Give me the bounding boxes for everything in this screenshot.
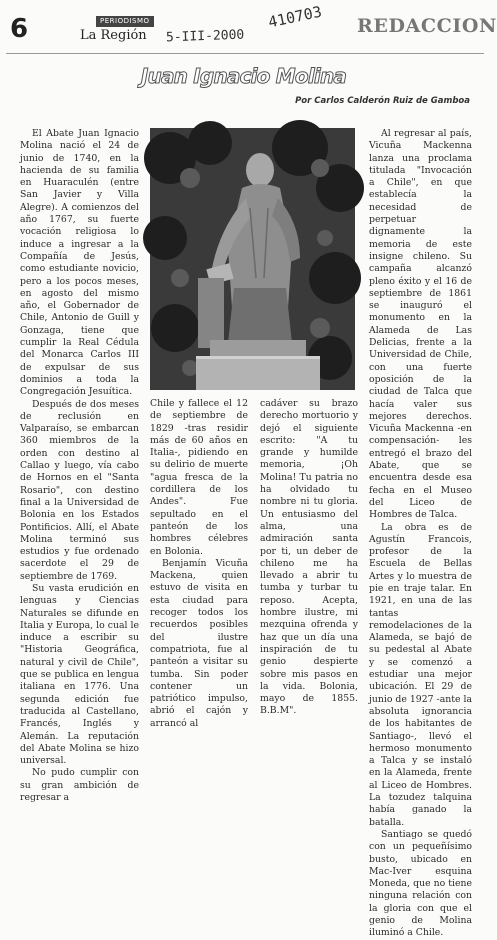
statue-photo xyxy=(150,128,355,390)
paragraph: El Abate Juan Ignacio Molina nació el 24 de junio de 1740, en la hacienda de su familia en Huaraculén (entre San Javier y Villa Alegre). A comienzos del año 1767, su fuerte vocación religiosa lo induce a ingresar a la Compañía de Jesús, como estudiante novicio, pero a los pocos meses, en agosto del mismo año, el Gobernador de Chile, Antonio de Guill y Gonzaga, tiene que cumplir la Real Cédula del Monarca Carlos III de expulsar de sus dominios a toda la Congregación Jesuítica. xyxy=(20,128,139,398)
paragraph: Al regresar al país, Vicuña Mackenna lanza una proclama titulada "Invocación a Chile", en que establecía la necesidad de perpetuar dignamente la memoria de este insigne chileno. Su campaña alcanzó pleno éxito y el 16 de septiembre de 1861 se inauguró el monumento en la Alameda de Las Delicias, frente a la Universidad de Chile, con una fuerte oposición de la ciudad de Talca que hacía valer sus mejores derechos. Vicuña Mackenna -en compensación- les entregó el brazo del Abate, que se encuentra desde esa fecha en el Museo del Liceo de Hombres de Talca. xyxy=(369,128,472,521)
column-2a xyxy=(150,398,248,729)
paragraph: Benjamín Vicuña Mackena, quien estuvo de visita en esta ciudad para recoger todos los recuerdos posibles del ilustre compatriota, fue al panteón a visitar su tumba. Sin poder contener un patriótico impulso, abrió el cajón y arrancó al xyxy=(150,557,248,729)
section-title: REDACCION xyxy=(357,15,497,37)
column-2 xyxy=(150,398,358,729)
paragraph: cadáver su brazo derecho mortuorio y dejó el siguiente escrito: "A tu grande y humilde memoria, ¡Oh Molina! Tu patria no ha olvidado tu nombre ni tu gloria. Un entusiasmo del alma, una admiración santa por ti, un deber de chileno me ha llevado a abrir tu tumba y turbar tu reposo. Acepta, hombre ilustre, mi mezquina ofrenda y haz que un día una inspiración de tu genio despierte sobre mis pasos en la vida. Bolonia, mayo de 1855. B.B.M". xyxy=(260,398,358,717)
publication-name: La Región xyxy=(80,28,147,43)
handwritten-date: 5-III-2000 xyxy=(165,27,245,46)
article-title: Juan Ignacio Molina xyxy=(140,64,347,88)
paragraph: Chile y fallece el 12 de septiembre de 1829 -tras residir más de 60 años en Italia-, pidiendo en su delirio de muerte "agua fresca de la cordillera de los Andes". Fue sepultado en el panteón de los hombres célebres en Bolonia. xyxy=(150,398,248,557)
paragraph: Santiago se quedó con un pequeñísimo busto, ubicado en Mac-Iver esquina Moneda, que no tiene ninguna relación con la gloria con que el genio de Molina iluminó a Chile. xyxy=(369,828,472,939)
article-byline: Por Carlos Calderón Ruiz de Gamboa xyxy=(295,96,470,106)
page-number: 6 xyxy=(10,14,29,44)
handwritten-code: 410703 xyxy=(266,2,324,32)
column-2b xyxy=(260,398,358,717)
header-rule xyxy=(6,53,484,54)
paragraph: Después de dos meses de reclusión en Valparaíso, se embarcan 360 miembros de la orden con destino al Callao y luego, vía cabo de Hornos en el "Santa Rosario", con destino final a la Universidad de Bolonia en los Estados Pontificios. Allí, el Abate Molina terminó sus estudios y fue ordenado sacerdote el 29 de septiembre de 1769. xyxy=(20,398,139,582)
paragraph: La obra es de Agustín Francois, profesor de la Escuela de Bellas Artes y lo muestra de pie en traje talar. En 1921, en una de las tantas remodelaciones de la Alameda, se bajó de su pedestal al Abate y se comenzó a estudiar una mejor ubicación. El 29 de junio de 1927 -ante la absoluta ignorancia de los habitantes de Santiago-, llevó el hermoso monumento a Talca y se instaló en la Alameda, frente al Liceo de Hombres. La tozudez talquina había ganado la batalla. xyxy=(369,521,472,828)
section-tag: PERIODISMO xyxy=(96,16,154,27)
paragraph: Su vasta erudición en lenguas y Ciencias Naturales se difunde en Italia y Europa, lo cual le induce a escribir su "Historia Geográfica, natural y civil de Chile", que se publica en lengua italiana en 1776. Una segunda edición fue traducida al Castellano, Francés, Inglés y Alemán. La reputación del Abate Molina se hizo universal. xyxy=(20,582,139,767)
column-1 xyxy=(20,128,139,804)
column-3 xyxy=(369,128,472,939)
paragraph: No pudo cumplir con su gran ambición de regresar a xyxy=(20,767,139,804)
